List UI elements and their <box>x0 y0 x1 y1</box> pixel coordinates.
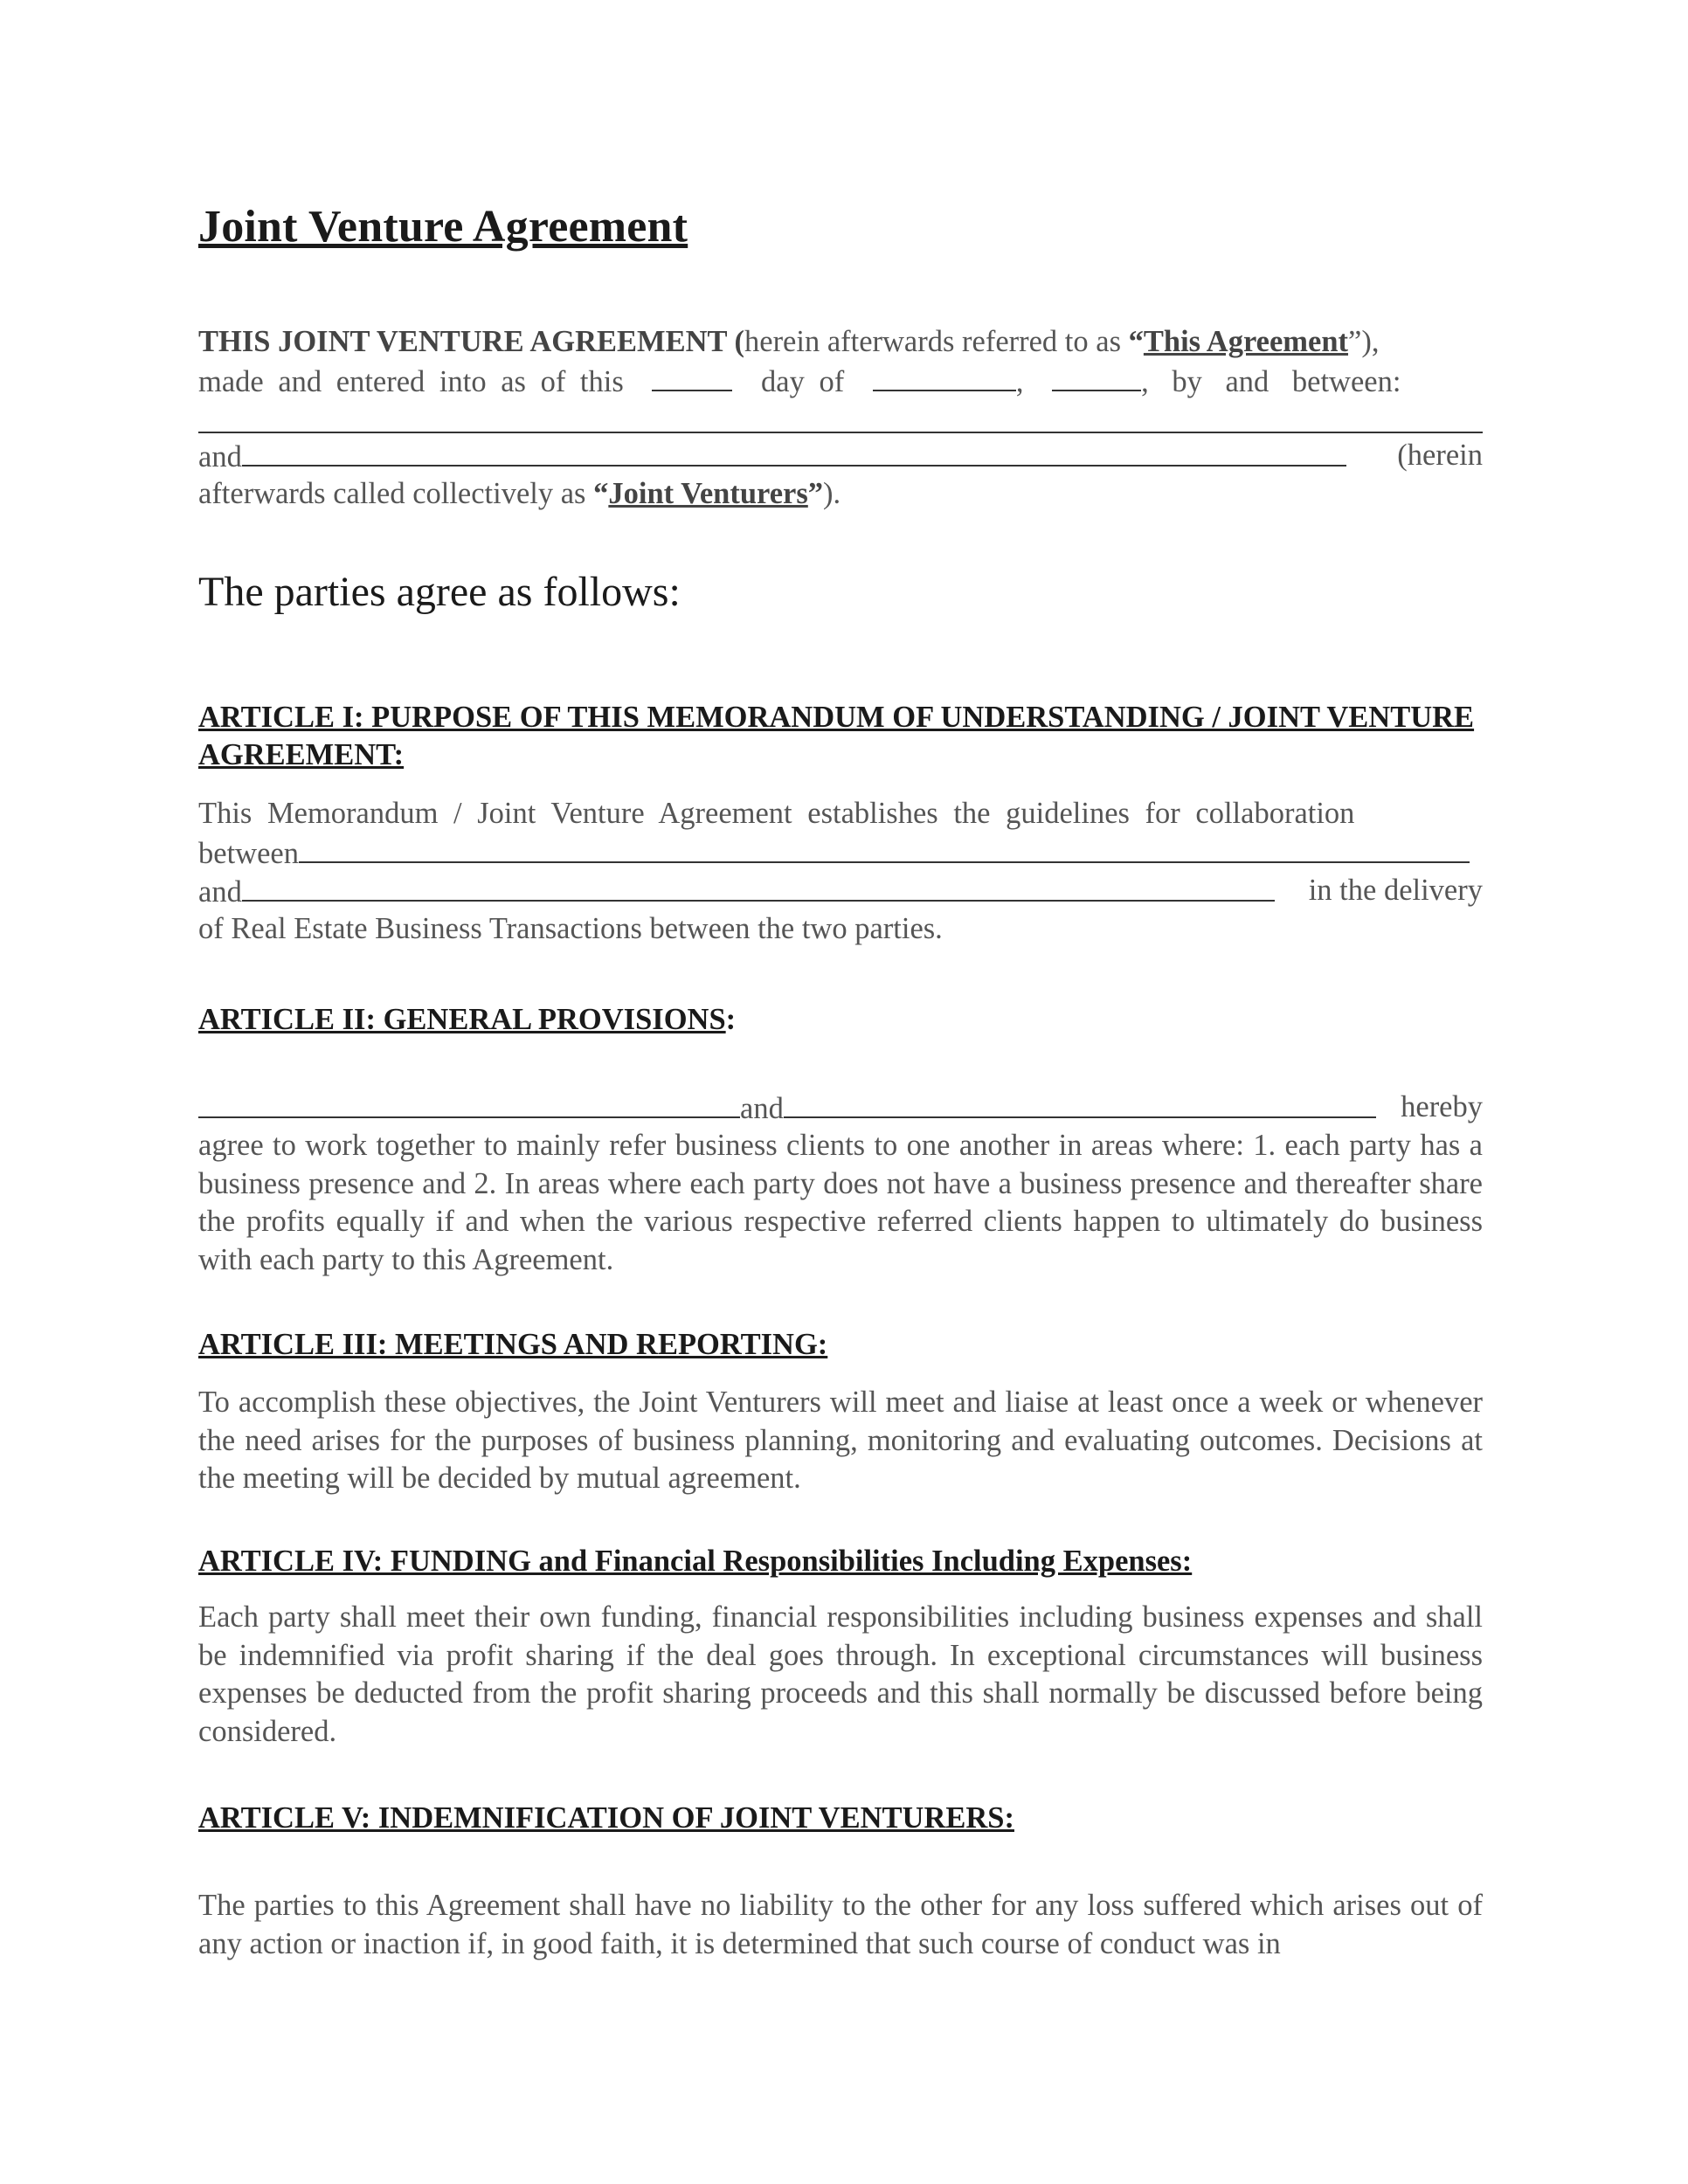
article-2-heading-colon: : <box>725 1003 737 1036</box>
parties-agree-heading: The parties agree as follows: <box>198 569 681 615</box>
article-1-text-1: This Memorandum / Joint Venture Agreement establishes the guidelines for collaboration <box>198 797 1355 830</box>
article-1-and: and <box>198 875 242 909</box>
intro-line2-b: day of <box>761 365 845 398</box>
article-3-heading: ARTICLE III: MEETINGS AND REPORTING: <box>198 1328 828 1361</box>
article-1-in-the-delivery: in the delivery <box>1308 874 1483 907</box>
article-2-and: and <box>740 1092 784 1125</box>
quote-close: ”), <box>1348 325 1380 358</box>
intro-line-3 <box>198 437 1483 477</box>
intro-line-4 <box>198 475 1483 514</box>
article-2-line-1 <box>198 1089 1483 1129</box>
intro-line-2 <box>198 362 1483 402</box>
article-2-heading <box>198 1001 1483 1039</box>
intro-line4-a: afterwards called collectively as <box>198 477 594 510</box>
jv-quote-open: “ <box>593 477 609 510</box>
month-blank[interactable] <box>873 362 1016 391</box>
jv-quote-close: ” <box>807 477 824 510</box>
article-1-heading: ARTICLE I: PURPOSE OF THIS MEMORANDUM OF UNDERSTANDING / JOINT VENTURE AGREEMENT: <box>198 701 1475 771</box>
article-1-party-one-blank[interactable] <box>299 833 1470 863</box>
article-4-body: Each party shall meet their own funding, financial responsibilities including business expenses and shall be indemnified via profit sharing if the deal goes through. In exceptional circumstances will business expenses be deducted from the profit sharing proceeds and this shall normally be discussed before being considered. <box>198 1600 1483 1748</box>
quote-open: “ <box>1128 325 1144 358</box>
document-title: Joint Venture Agreement <box>198 202 688 252</box>
article-2-party-two-blank[interactable] <box>784 1089 1376 1118</box>
day-blank[interactable] <box>652 362 732 391</box>
intro-line2-c: , <box>1015 365 1024 398</box>
joint-venturers-term: Joint Venturers <box>608 477 808 510</box>
intro-and-label: and <box>198 440 242 473</box>
intro-lead-rest: herein afterwards referred to as <box>744 325 1129 358</box>
article-2-party-one-blank[interactable] <box>198 1089 740 1118</box>
intro-line2-d: , by and between: <box>1141 365 1401 398</box>
article-1-line-1 <box>198 795 1483 833</box>
article-4-heading: ARTICLE IV: FUNDING and Financial Responsibilities Including Expenses: <box>198 1545 1193 1578</box>
article-1-line-3 <box>198 872 1483 912</box>
article-2-hereby: hereby <box>1401 1090 1483 1123</box>
this-agreement-term: This Agreement <box>1143 325 1349 358</box>
article-5-body: The parties to this Agreement shall have no liability to the other for any loss suffered which arises out of any action or inaction if, in good faith, it is determined that such course of conduct was in <box>198 1889 1483 1960</box>
article-1-between: between <box>198 837 299 870</box>
article-2-heading-text: ARTICLE II: GENERAL PROVISIONS <box>198 1003 726 1036</box>
year-blank[interactable] <box>1052 362 1141 391</box>
article-2-body: agree to work together to mainly refer business clients to one another in areas where: 1. each party has a business presence and 2. In areas where each party does not have a business presence and thereafter share the profits equally if and when the various respective referred clients happen to ultimately do business with each party to this Agreement. <box>198 1129 1483 1276</box>
article-5-heading: ARTICLE V: INDEMNIFICATION OF JOINT VENTURERS: <box>198 1801 1014 1835</box>
intro-line4-end: ). <box>823 477 841 510</box>
intro-lead-bold: THIS JOINT VENTURE AGREEMENT ( <box>198 325 744 358</box>
article-3-body: To accomplish these objectives, the Joint Venturers will meet and liaise at least once a week or whenever the need arises for the purposes of business planning, monitoring and evaluating outcomes. Decisions at the meeting will be decided by mutual agreement. <box>198 1386 1483 1495</box>
article-1-line-4 <box>198 910 1483 949</box>
article-1-line-2 <box>198 833 1483 874</box>
intro-herein: (herein <box>1397 439 1483 472</box>
party-two-blank[interactable] <box>242 437 1346 467</box>
intro-line-1 <box>198 323 1483 362</box>
article-1-party-two-blank[interactable] <box>242 872 1275 902</box>
article-1-text-4: of Real Estate Business Transactions between the two parties. <box>198 912 943 945</box>
party-one-blank[interactable] <box>198 432 1483 433</box>
intro-line2-a: made and entered into as of this <box>198 365 624 398</box>
